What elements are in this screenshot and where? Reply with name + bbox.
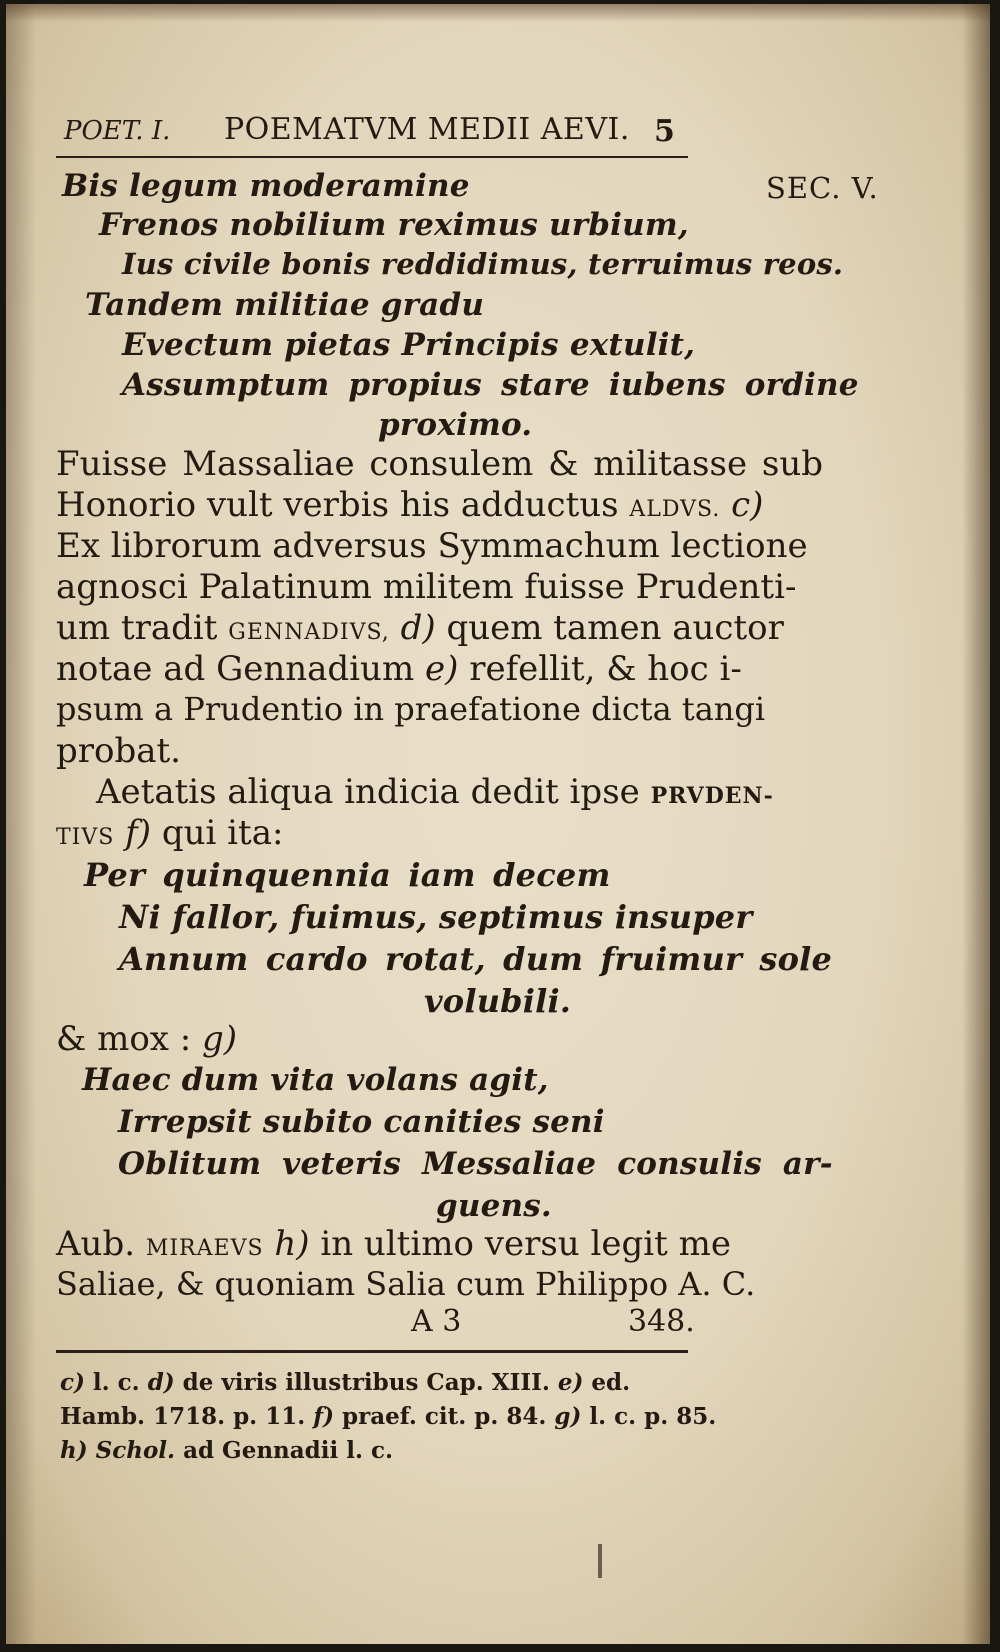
footnote-ref: c) — [731, 485, 764, 525]
author-name: MIRAEVS — [145, 1236, 264, 1261]
verse-line: Per quinquennia iam decem — [84, 856, 611, 894]
prose-line — [56, 649, 742, 689]
verse-line: Evectum pietas Principis extulit, — [122, 327, 696, 363]
footnote-text: praef. cit. p. 84. — [342, 1403, 547, 1430]
prose-line: probat. — [56, 731, 181, 771]
footnote-ref: d) — [400, 608, 436, 648]
footnote-ref: h) — [60, 1437, 88, 1464]
prose-line — [56, 608, 784, 648]
page-edge-shadow-right — [962, 4, 990, 1644]
footnote-ref: f) — [313, 1403, 335, 1430]
prose-text: quem tamen auctor — [446, 608, 784, 648]
footnote-ref: g) — [202, 1019, 238, 1059]
verse-line: Ni fallor, fuimus, septimus insuper — [119, 898, 753, 936]
verse-line: Oblitum veteris Messaliae consulis ar- — [118, 1146, 833, 1182]
footnote-line — [60, 1403, 716, 1430]
verse-line: Haec dum vita volans agit, — [82, 1062, 549, 1098]
author-name: PRVDEN- — [650, 783, 774, 809]
prose-line — [96, 772, 774, 812]
page-number: 5 — [654, 114, 676, 149]
prose-text: & mox : — [56, 1019, 192, 1059]
verse-line: Bis legum moderamine — [62, 168, 470, 204]
prose-text: refellit, & hoc i- — [469, 649, 742, 689]
signature-mark: A 3 — [411, 1304, 462, 1339]
header-rule — [56, 156, 688, 158]
prose-text: um tradit — [56, 608, 218, 648]
prose-line: agnosci Palatinum militem fuisse Prudenti- — [56, 567, 797, 607]
prose-line — [56, 813, 283, 853]
prose-line: psum a Prudentio in praefatione dicta tangi — [56, 690, 766, 728]
author-name: TIVS — [56, 825, 115, 850]
footnote-text: l. c. — [92, 1369, 140, 1396]
footnote-line — [60, 1437, 393, 1464]
prose-line: Fuisse Massaliae consulem & militasse sub — [56, 444, 823, 484]
margin-note-section: SEC. V. — [766, 171, 879, 205]
footnote-text: l. c. p. 85. — [589, 1403, 717, 1430]
footnote-text: de viris illustribus Cap. XIII. — [182, 1369, 550, 1396]
catchword: 348. — [628, 1304, 695, 1339]
prose-text: Aub. — [56, 1224, 136, 1264]
footnote-rule — [56, 1350, 688, 1353]
footnote-ref: e) — [425, 649, 459, 689]
prose-line: Ex librorum adversus Symmachum lectione — [56, 526, 808, 566]
verse-line: Ius civile bonis reddidimus, terruimus reos. — [122, 247, 844, 281]
prose-text: qui ita: — [161, 813, 284, 853]
verse-line: Annum cardo rotat, dum fruimur sole — [119, 940, 833, 978]
running-head-title: POEMATVM MEDII AEVI. — [224, 112, 630, 147]
prose-text: in ultimo versu legit me — [320, 1224, 731, 1264]
footnote-text: Hamb. 1718. p. 11. — [60, 1403, 306, 1430]
prose-text: Aetatis aliqua indicia dedit ipse — [96, 772, 640, 812]
prose-line — [56, 485, 763, 525]
prose-line — [56, 1019, 237, 1059]
page-edge-shadow-top — [6, 4, 990, 22]
footnote-text-italic: Schol. — [95, 1437, 176, 1464]
footnote-ref: g) — [554, 1403, 582, 1430]
footnote-ref: d) — [147, 1369, 175, 1396]
footnote-ref: e) — [557, 1369, 584, 1396]
verse-line: guens. — [436, 1188, 552, 1224]
footnote-ref: c) — [60, 1369, 85, 1396]
prose-line — [56, 1224, 731, 1264]
verse-line: proximo. — [378, 407, 533, 443]
ink-speck — [598, 1544, 602, 1578]
prose-text: Honorio vult verbis his adductus — [56, 485, 619, 525]
prose-text: notae ad Gennadium — [56, 649, 415, 689]
verse-line: Irrepsit subito canities seni — [118, 1104, 605, 1140]
verse-line: volubili. — [424, 982, 572, 1020]
footnote-text: ad Gennadii l. c. — [183, 1437, 394, 1464]
footnote-ref: h) — [274, 1224, 310, 1264]
footnote-ref: f) — [125, 813, 151, 853]
author-name: ALDVS. — [629, 497, 721, 522]
verse-line: Frenos nobilium reximus urbium, — [99, 207, 689, 243]
page-edge-shadow-left — [6, 4, 36, 1644]
verse-line: Tandem militiae gradu — [85, 287, 485, 323]
running-head-left: POET. I. — [64, 116, 171, 146]
author-name: GENNADIVS, — [228, 620, 390, 645]
book-page — [6, 4, 990, 1644]
footnote-text: ed. — [591, 1369, 631, 1396]
verse-line: Assumptum propius stare iubens ordine — [122, 367, 859, 403]
prose-line: Saliae, & quoniam Salia cum Philippo A. C. — [56, 1265, 756, 1303]
footnote-line — [60, 1369, 630, 1396]
